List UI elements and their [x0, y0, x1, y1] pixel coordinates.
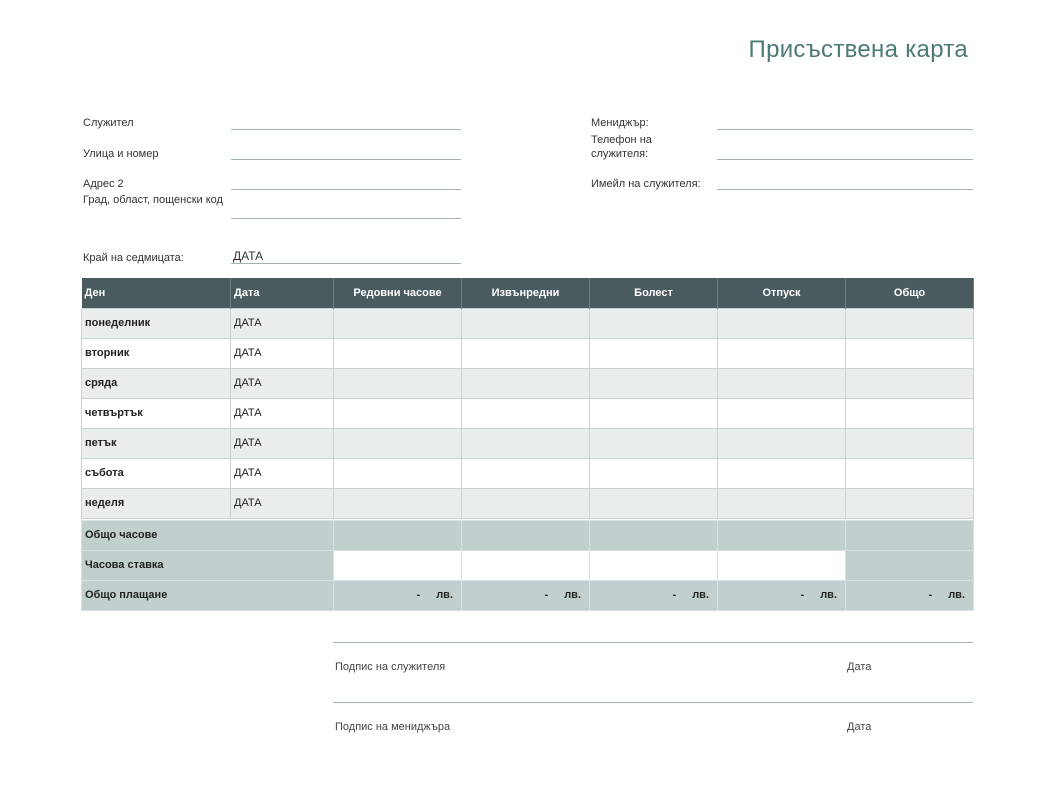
- sick-cell[interactable]: [590, 458, 718, 488]
- manager-label: Мениджър:: [591, 117, 649, 129]
- overtime-cell[interactable]: [462, 338, 590, 368]
- employee-signature-label: Подпис на служителя: [335, 661, 446, 673]
- day-name: петък: [82, 428, 231, 458]
- vacation-cell[interactable]: [718, 308, 846, 338]
- week-end-value[interactable]: ДАТА: [233, 249, 264, 263]
- total-pay-label: Общо плащане: [82, 580, 334, 610]
- regular-hours-cell[interactable]: [334, 428, 462, 458]
- total-hours-cell[interactable]: [846, 520, 974, 550]
- table-row: [82, 458, 974, 488]
- manager-signature-line[interactable]: [333, 702, 973, 703]
- table-row: [82, 488, 974, 518]
- header-regular: Редовни часове: [334, 278, 462, 308]
- header-day: Ден: [82, 278, 231, 308]
- total-pay-cell: - лв.: [590, 580, 718, 610]
- manager-field[interactable]: [717, 129, 973, 130]
- timesheet-table: [81, 278, 974, 611]
- address2-field[interactable]: [231, 189, 461, 190]
- total-pay-cell: - лв.: [718, 580, 846, 610]
- hourly-rate-cell[interactable]: [718, 550, 846, 580]
- overtime-cell[interactable]: [462, 368, 590, 398]
- sick-cell[interactable]: [590, 338, 718, 368]
- total-pay-cell: - лв.: [334, 580, 462, 610]
- total-hours-label: Общо часове: [82, 520, 334, 550]
- total-hours-cell[interactable]: [334, 520, 462, 550]
- total-cell[interactable]: [846, 428, 974, 458]
- hourly-rate-row: [82, 550, 974, 580]
- street-field[interactable]: [231, 159, 461, 160]
- total-cell[interactable]: [846, 368, 974, 398]
- header-date: Дата: [231, 278, 334, 308]
- manager-signature-label: Подпис на мениджъра: [335, 721, 451, 733]
- header-total: Общо: [846, 278, 974, 308]
- address2-label: Адрес 2: [83, 178, 124, 190]
- vacation-cell[interactable]: [718, 338, 846, 368]
- day-date[interactable]: ДАТА: [231, 458, 334, 488]
- table-row: [82, 398, 974, 428]
- day-name: събота: [82, 458, 231, 488]
- day-date[interactable]: ДАТА: [231, 338, 334, 368]
- day-date[interactable]: ДАТА: [231, 368, 334, 398]
- sick-cell[interactable]: [590, 428, 718, 458]
- sick-cell[interactable]: [590, 308, 718, 338]
- week-end-label: Край на седмицата:: [83, 252, 184, 264]
- day-name: четвъртък: [82, 398, 231, 428]
- day-date[interactable]: ДАТА: [231, 488, 334, 518]
- day-date[interactable]: ДАТА: [231, 428, 334, 458]
- overtime-cell[interactable]: [462, 308, 590, 338]
- table-row: [82, 338, 974, 368]
- day-name: сряда: [82, 368, 231, 398]
- header-overtime: Извънредни: [462, 278, 590, 308]
- sick-cell[interactable]: [590, 398, 718, 428]
- day-date[interactable]: ДАТА: [231, 398, 334, 428]
- city-field[interactable]: [231, 218, 461, 219]
- week-end-field: [231, 263, 461, 264]
- header-sick: Болест: [590, 278, 718, 308]
- sick-cell[interactable]: [590, 488, 718, 518]
- phone-label: Телефон на служителя:: [591, 134, 652, 160]
- table-row: [82, 368, 974, 398]
- table-header-row: [82, 278, 974, 308]
- day-date[interactable]: ДАТА: [231, 308, 334, 338]
- overtime-cell[interactable]: [462, 428, 590, 458]
- total-cell[interactable]: [846, 338, 974, 368]
- total-cell[interactable]: [846, 488, 974, 518]
- day-name: неделя: [82, 488, 231, 518]
- overtime-cell[interactable]: [462, 458, 590, 488]
- vacation-cell[interactable]: [718, 458, 846, 488]
- regular-hours-cell[interactable]: [334, 488, 462, 518]
- vacation-cell[interactable]: [718, 398, 846, 428]
- header-vacation: Отпуск: [718, 278, 846, 308]
- employee-label: Служител: [83, 117, 134, 129]
- total-hours-row: [82, 520, 974, 550]
- vacation-cell[interactable]: [718, 488, 846, 518]
- total-hours-cell[interactable]: [718, 520, 846, 550]
- total-hours-cell[interactable]: [590, 520, 718, 550]
- page-title: Присъствена карта: [748, 36, 968, 63]
- total-pay-cell: - лв.: [846, 580, 974, 610]
- street-label: Улица и номер: [83, 148, 159, 160]
- employee-signature-line[interactable]: [333, 642, 973, 643]
- hourly-rate-cell[interactable]: [334, 550, 462, 580]
- total-cell[interactable]: [846, 398, 974, 428]
- regular-hours-cell[interactable]: [334, 398, 462, 428]
- regular-hours-cell[interactable]: [334, 338, 462, 368]
- total-cell[interactable]: [846, 458, 974, 488]
- email-label: Имейл на служителя:: [591, 178, 701, 190]
- total-cell[interactable]: [846, 308, 974, 338]
- table-row: [82, 428, 974, 458]
- day-name: понеделник: [82, 308, 231, 338]
- hourly-rate-label: Часова ставка: [82, 550, 334, 580]
- total-hours-cell[interactable]: [462, 520, 590, 550]
- hourly-rate-cell: [846, 550, 974, 580]
- overtime-cell[interactable]: [462, 488, 590, 518]
- employee-signature-date-label: Дата: [847, 661, 872, 673]
- manager-signature-date-label: Дата: [847, 721, 872, 733]
- table-row: [82, 308, 974, 338]
- regular-hours-cell[interactable]: [334, 368, 462, 398]
- vacation-cell[interactable]: [718, 428, 846, 458]
- total-pay-cell: - лв.: [462, 580, 590, 610]
- day-name: вторник: [82, 338, 231, 368]
- regular-hours-cell[interactable]: [334, 458, 462, 488]
- email-field[interactable]: [717, 189, 973, 190]
- sick-cell[interactable]: [590, 368, 718, 398]
- vacation-cell[interactable]: [718, 368, 846, 398]
- hourly-rate-cell[interactable]: [462, 550, 590, 580]
- phone-field[interactable]: [717, 159, 973, 160]
- city-label: Град, област, пощенски код: [83, 194, 223, 206]
- hourly-rate-cell[interactable]: [590, 550, 718, 580]
- employee-field[interactable]: [231, 129, 461, 130]
- overtime-cell[interactable]: [462, 398, 590, 428]
- regular-hours-cell[interactable]: [334, 308, 462, 338]
- total-pay-row: [82, 580, 974, 610]
